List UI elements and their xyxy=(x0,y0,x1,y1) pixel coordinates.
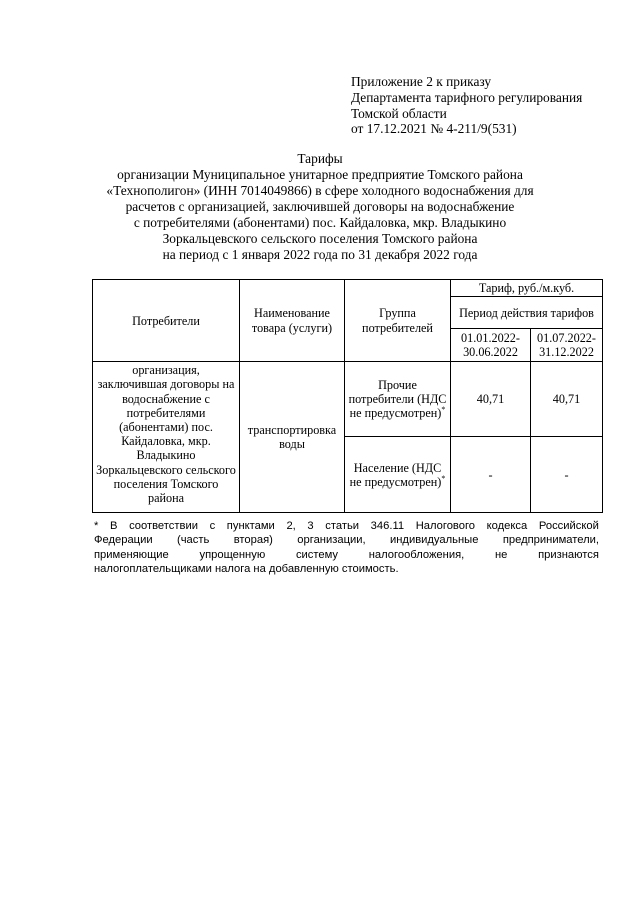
footnote-word: 2, xyxy=(286,520,296,532)
footnote-word: соответствии xyxy=(129,520,198,532)
footnote-word: организации, xyxy=(297,534,366,547)
footnote-word: упрощенную xyxy=(199,548,266,561)
title-heading: Тарифы xyxy=(297,151,343,166)
footnote-word: признаются xyxy=(538,548,599,561)
footnote-mark: * xyxy=(441,473,446,483)
appendix-line: Томской области xyxy=(351,105,447,121)
footnote-word: В xyxy=(109,520,118,532)
footnote-word: Налогового xyxy=(415,520,476,532)
header-period-1: 01.01.2022-30.06.2022 xyxy=(451,329,531,362)
footnote xyxy=(94,519,599,576)
footnote-word: (часть xyxy=(177,534,210,547)
tariff-value-2: - xyxy=(531,437,603,513)
title-line: Зоркальцевского сельского поселения Томского района xyxy=(162,231,478,246)
tariff-value-2: 40,71 xyxy=(531,362,603,437)
appendix-line: Приложение 2 к приказу xyxy=(351,74,492,89)
appendix-line: Департамента тарифного регулирования xyxy=(351,89,583,105)
footnote-word: Российской xyxy=(538,520,599,532)
footnote-line xyxy=(94,548,599,562)
footnote-word: налогообложения, xyxy=(368,548,465,561)
product-cell: транспортировка воды xyxy=(240,362,345,513)
footnote-word: пунктами xyxy=(226,520,275,532)
footnote-word: Федерации xyxy=(94,534,153,547)
footnote-line xyxy=(94,519,599,533)
header-product: Наименование товара (услуги) xyxy=(240,280,345,362)
title-line: «Технополигон» (ИНН 7014049866) в сфере холодного водоснабжения для xyxy=(106,183,534,198)
footnote-line-last: налогоплательщиками налога на добавленную стоимость. xyxy=(94,562,399,575)
document-title xyxy=(60,151,580,263)
header-group: Группа потребителей xyxy=(345,280,451,362)
title-line: расчетов с организацией, заключившей договоры на водоснабжение xyxy=(125,199,515,214)
group-text: Население (НДС не предусмотрен) xyxy=(349,460,442,489)
footnote-word: статьи xyxy=(325,520,360,532)
footnote-word: 3 xyxy=(307,520,314,532)
footnote-word: не xyxy=(494,548,508,561)
header-tariff: Тариф, руб./м.куб. xyxy=(451,280,603,297)
footnote-word: применяющие xyxy=(94,548,169,561)
appendix-line: от 17.12.2021 № 4-211/9(531) xyxy=(351,121,517,137)
footnote-word: систему xyxy=(295,548,339,561)
group-cell xyxy=(345,437,451,513)
title-line: на период с 1 января 2022 года по 31 декабря 2022 года xyxy=(162,247,478,262)
appendix-header xyxy=(351,74,582,137)
title-line: организации Муниципальное унитарное предприятие Томского района xyxy=(117,167,523,182)
header-period: Период действия тарифов xyxy=(451,297,603,329)
footnote-word: индивидуальные xyxy=(390,534,479,547)
consumer-cell: организация, заключившая договоры на водоснабжение с потребителями (абонентами) пос. Кайдаловка, мкр. Владыкино Зоркальцевского сельского поселения Томского района xyxy=(93,362,240,513)
tariff-value-1: - xyxy=(451,437,531,513)
footnote-word: 346.11 xyxy=(370,520,405,532)
footnote-word: с xyxy=(209,520,216,532)
tariff-value-1: 40,71 xyxy=(451,362,531,437)
header-consumers: Потребители xyxy=(93,280,240,362)
footnote-mark: * xyxy=(441,405,446,415)
footnote-word: предприниматели, xyxy=(502,534,599,547)
group-cell xyxy=(345,362,451,437)
header-period-2: 01.07.2022-31.12.2022 xyxy=(531,329,603,362)
table-row xyxy=(93,362,603,437)
footnote-word: кодекса xyxy=(486,520,528,532)
footnote-line xyxy=(94,533,599,547)
footnote-word: вторая) xyxy=(233,534,273,547)
tariffs-table xyxy=(92,279,603,513)
group-text: Прочие потребители (НДС не предусмотрен) xyxy=(348,377,447,421)
footnote-word: * xyxy=(94,520,99,532)
title-line: с потребителями (абонентами) пос. Кайдаловка, мкр. Владыкино xyxy=(133,215,507,230)
